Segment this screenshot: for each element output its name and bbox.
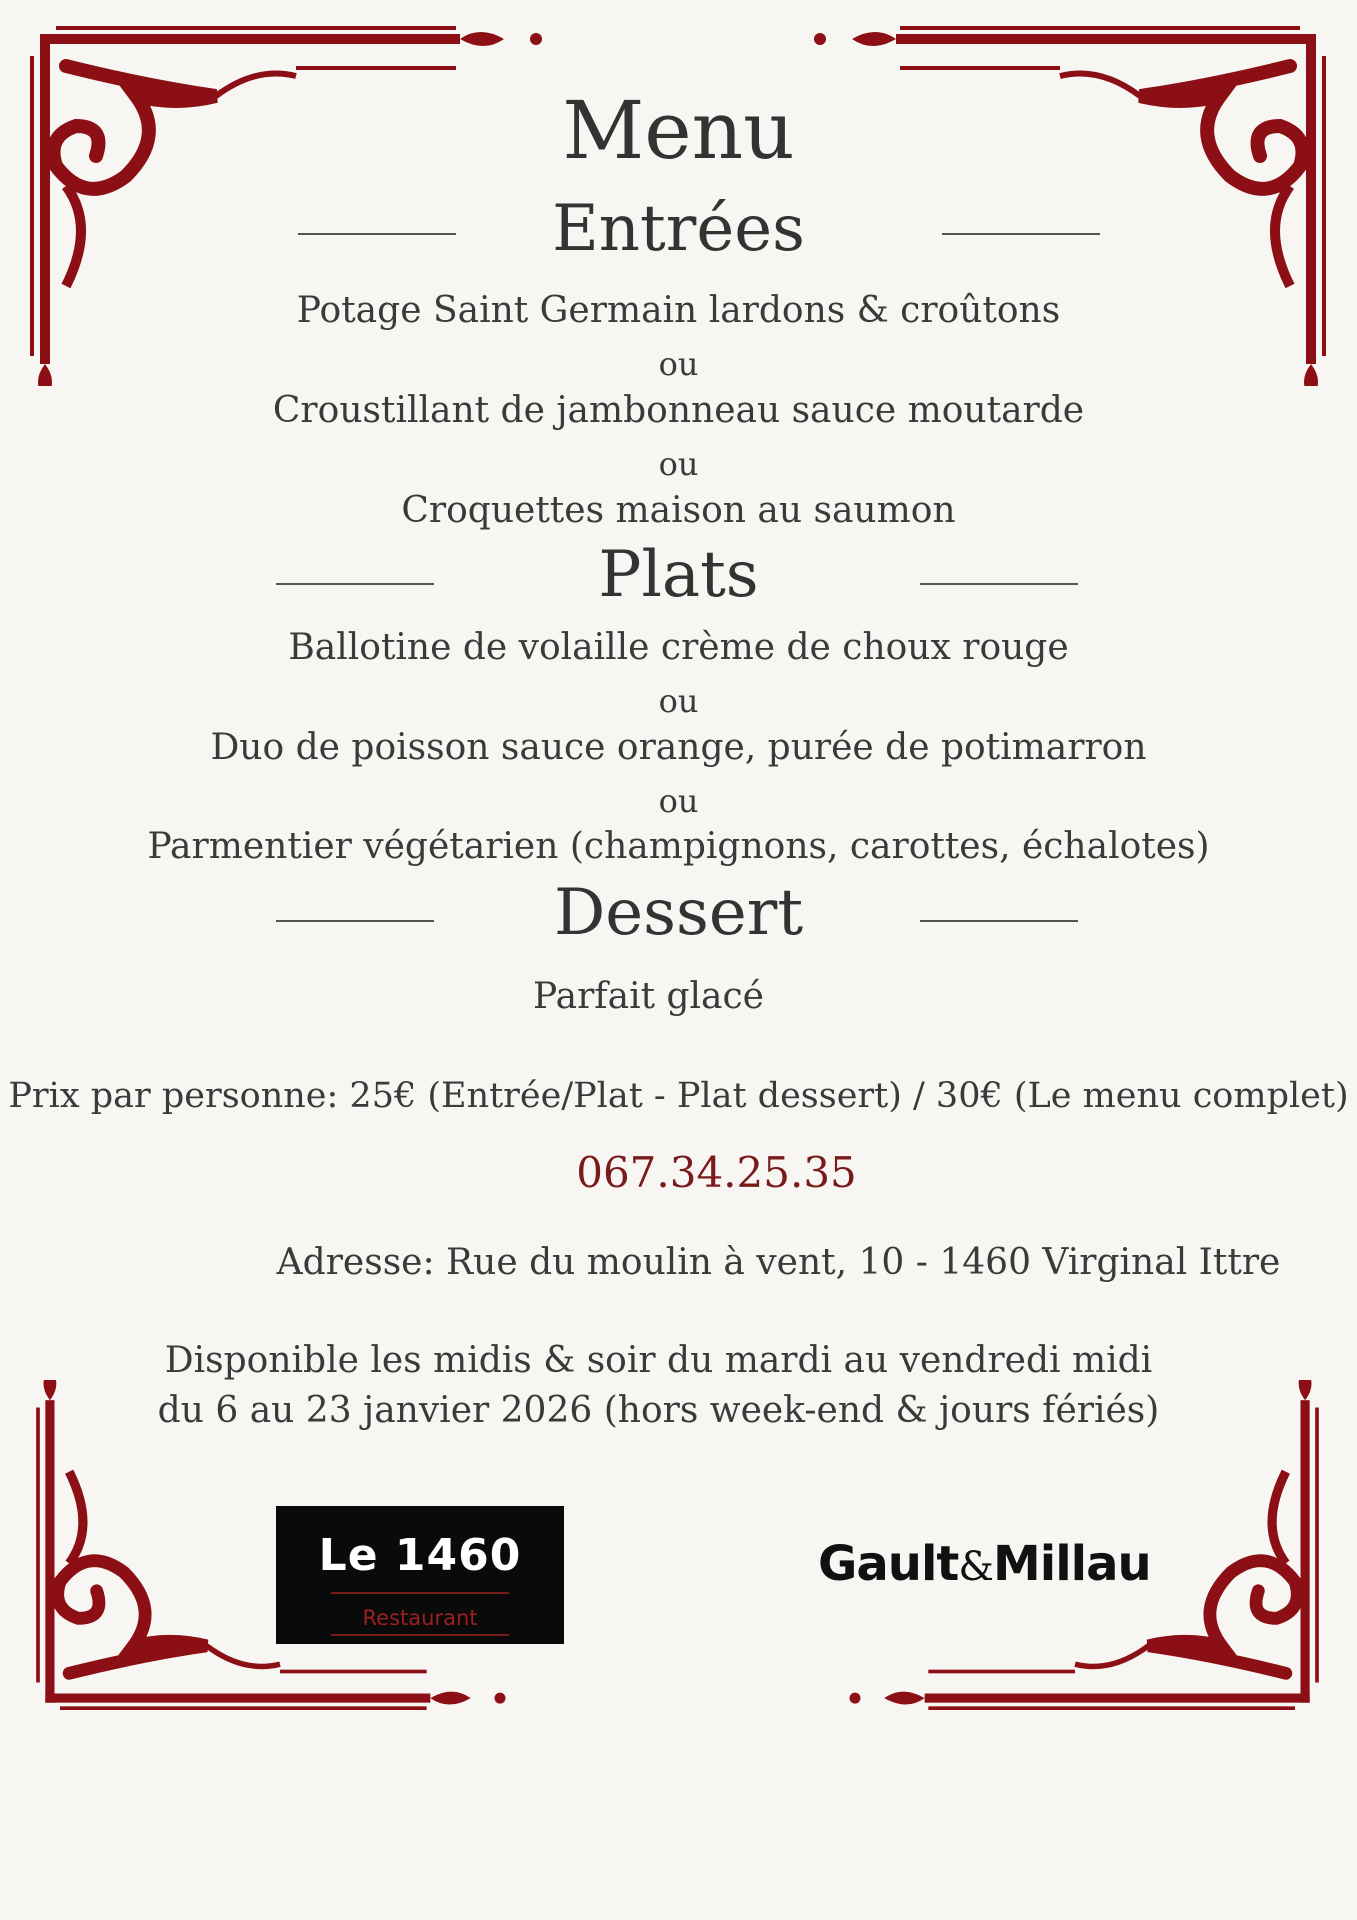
address: Adresse: Rue du moulin à vent, 10 - 1460 Virginal Ittre bbox=[276, 1242, 1281, 1283]
separator-ou: ou bbox=[658, 345, 699, 383]
restaurant-logo-sub: Restaurant bbox=[362, 1606, 478, 1630]
logo-divider bbox=[331, 1634, 509, 1636]
millau-text: Millau bbox=[992, 1536, 1151, 1592]
dish-entree-1: Potage Saint Germain lardons & croûtons bbox=[296, 290, 1061, 331]
section-heading-plats: Plats bbox=[598, 538, 759, 612]
gault-text: Gault bbox=[818, 1536, 959, 1592]
separator-ou: ou bbox=[658, 682, 699, 720]
section-heading-entrees: Entrées bbox=[552, 192, 805, 266]
section-heading-dessert: Dessert bbox=[553, 876, 804, 950]
logo-divider bbox=[331, 1592, 509, 1594]
availability-line-1: Disponible les midis & soir du mardi au vendredi midi bbox=[164, 1340, 1153, 1381]
dish-plat-3: Parmentier végétarien (champignons, carottes, échalotes) bbox=[147, 826, 1210, 867]
separator-ou: ou bbox=[658, 445, 699, 483]
separator-ou: ou bbox=[658, 782, 699, 820]
phone-number: 067.34.25.35 bbox=[576, 1148, 857, 1197]
dish-dessert-1: Parfait glacé bbox=[533, 976, 764, 1017]
availability-line-2: du 6 au 23 janvier 2026 (hors week-end & jours fériés) bbox=[157, 1390, 1160, 1431]
dish-entree-2: Croustillant de jambonneau sauce moutarde bbox=[272, 390, 1085, 431]
dish-plat-2: Duo de poisson sauce orange, purée de potimarron bbox=[210, 727, 1147, 768]
price-info: Prix par personne: 25€ (Entrée/Plat - Plat dessert) / 30€ (Le menu complet) bbox=[8, 1076, 1349, 1116]
dish-entree-3: Croquettes maison au saumon bbox=[401, 490, 956, 531]
dish-plat-1: Ballotine de volaille crème de choux rouge bbox=[288, 627, 1069, 668]
gault-millau-logo bbox=[818, 1536, 1151, 1592]
restaurant-logo bbox=[276, 1506, 564, 1644]
gault-amp: & bbox=[958, 1544, 993, 1590]
menu-title: Menu bbox=[562, 84, 795, 177]
restaurant-logo-name: Le 1460 bbox=[318, 1530, 522, 1581]
